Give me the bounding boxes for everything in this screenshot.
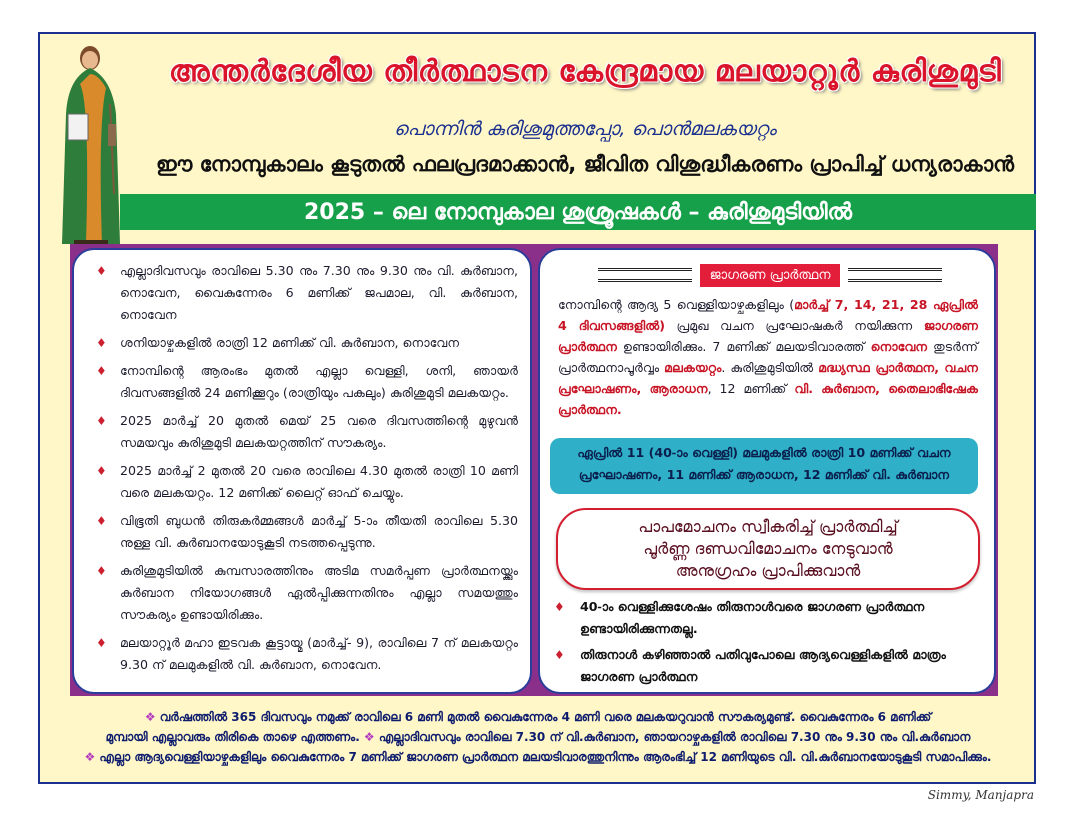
text-span: ഉണ്ടായിരിക്കും. 7 മണിക്ക് മലയടിവാരത്ത് (616, 339, 871, 354)
diamond-icon: ❖ (359, 730, 379, 744)
list-item: ♦ 40-ാം വെള്ളിക്കുശേഷം തിരുനാൾവരെ ജാഗരണ പ്രാർത്ഥന ഉണ്ടായിരിക്കുന്നതല്ല. (550, 596, 976, 640)
highlight-text: മലകയറ്റം (664, 360, 722, 375)
highlight-text: നൊവേന (870, 339, 928, 354)
vigil-heading (590, 260, 950, 290)
list-item: ♦ തിരുനാൾ കഴിഞ്ഞാൽ പതിവുപോലെ ആദ്യവെള്ളികളിൽ മാത്രം ജാഗരണ പ്രാർത്ഥന (550, 644, 976, 688)
highlight-text: മദ്ധ്യസ്ഥ പ്രാർത്ഥന, വചന പ്രഘോഷണം, ആരാധന (558, 360, 978, 396)
vigil-label: ജാഗരണ പ്രാർത്ഥന (700, 264, 841, 287)
april-notice (550, 438, 978, 494)
footer-text: വർഷത്തിൽ 365 ദിവസവും നമുക്ക് രാവിലെ 6 മണി മുതൽ വൈകുന്നേരം 4 മണി വരെ മലകയറുവാൻ സൗകര്യമുണ്ട്. വൈകുന്നേരം 6 മണിക്ക് (159, 710, 932, 724)
list-item: ♦ കുരിശുമുടിയിൽ കുമ്പസാരത്തിനും അടിമ സമർപ്പണ പ്രാർത്ഥനയ്ക്കും കുർബാന നിയോഗങ്ങൾ ഏൽപ്പിക്കുന്നതിനും എല്ലാ സമയത്തും സൗകര്യം ഉണ്ടായിരിക്കും. (94, 560, 518, 626)
season-banner: 2025 – ലെ നോമ്പുകാല ശുശ്രൂഷകൾ – കുരിശുമുടിയിൽ (120, 194, 1036, 230)
oval-line: പൂർണ്ണ ദണ്ഡവിമോചനം നേടുവാൻ (643, 539, 893, 558)
page-title: അന്തർദേശീയ തീർത്ഥാടന കേന്ദ്രമായ മലയാറ്റൂർ കുരിശുമുടി (168, 54, 1002, 89)
footer-line-3 (40, 750, 1036, 765)
text-span: നോമ്പിന്റെ ആദ്യ 5 വെള്ളിയാഴ്ചകളിലും ( (558, 297, 795, 312)
page-subtitle: പൊന്നിൻ കുരിശുമുത്തപ്പോ, പൊൻമലകയറ്റം (393, 118, 777, 140)
divider (598, 268, 692, 282)
highlight-text: ജാഗരണ പ്രാർത്ഥന (558, 318, 978, 354)
list-item: ♦ എല്ലാദിവസവും രാവിലെ 5.30 നും 7.30 നും 9.30 നും വി. കുർബാന, നൊവേന, വൈകുന്നേരം 6 മണിക്ക് ജപമാല, വി. കുർബാന, നൊവേന (94, 260, 518, 326)
schedule-list (94, 260, 518, 676)
list-item: ♦ നോമ്പിന്റെ ആരംഭം മുതൽ എല്ലാ വെള്ളി, ശനി, ഞായർ ദിവസങ്ങളിൽ 24 മണിക്കൂറും (രാത്രിയും പകലും) കുരിശുമുടി മലകയറ്റം. (94, 360, 518, 404)
divider (848, 268, 942, 282)
oval-line: പാപമോചനം സ്വീകരിച്ച് പ്രാർത്ഥിച്ച് (638, 517, 898, 536)
list-item: ♦ വിഭൂതി ബുധൻ തിരുകർമ്മങ്ങൾ മാർച്ച് 5-ാം തീയതി രാവിലെ 5.30 നുള്ള വി. കുർബാനയോടുകൂടി നടത്തപ്പെടുന്നു. (94, 510, 518, 554)
list-item: ♦ ശനിയാഴ്ചകളിൽ രാത്രി 12 മണിക്ക് വി. കുർബാന, നൊവേന (94, 332, 518, 354)
list-item: ♦ മലയാറ്റൂർ മഹാ ഇടവക കൂട്ടായ്മ (മാർച്ച്- 9), രാവിലെ 7 ന് മലകയറ്റം 9.30 ന് മലമുകളിൽ വി. കുർബാന, നൊവേന. (94, 632, 518, 676)
highlight-dates: മാർച്ച് 7, 14, 21, 28 ഏപ്രിൽ 4 ദിവസങ്ങളിൽ) (558, 297, 979, 333)
footer-line-2 (40, 730, 1036, 745)
artist-credit: Simmy, Manjapra (927, 788, 1034, 802)
text-span: തുടർന്ന് പ്രാർത്ഥനാപൂർവ്വം (558, 339, 979, 375)
list-item: ♦ 2025 മാർച്ച് 20 മുതൽ മെയ് 25 വരെ ദിവസത്തിന്റെ മുഴുവൻ സമയവും കുരിശുമുടി മലകയറ്റത്തിന് സൗകര്യം. (94, 410, 518, 454)
vigil-panel (538, 248, 996, 694)
notice-line: പ്രഘോഷണം, 11 മണിക്ക് ആരാധന, 12 മണിക്ക് വി. കുർബാന (578, 467, 950, 482)
text-span: . കുരിശുമുടിയിൽ (721, 360, 819, 375)
vigil-description (558, 294, 978, 420)
text-span: പ്രമുഖ വചന പ്രഘോഷകർ നയിക്കുന്ന (665, 318, 924, 333)
indulgence-oval (556, 508, 980, 590)
oval-line: അനുഗ്രഹം പ്രാപിക്കുവാൻ (675, 561, 861, 580)
schedule-panel (72, 248, 532, 694)
saint-figure-icon (50, 44, 130, 248)
footer-text: എല്ലാദിവസവും രാവിലെ 7.30 ന് വി.കുർബാന, ഞായറാഴ്ചകളിൽ രാവിലെ 7.30 നും 9.30 നും വി.കുർബാന (378, 730, 971, 744)
diamond-icon: ❖ (144, 710, 160, 724)
footer-text: എല്ലാ ആദ്യവെള്ളിയാഴ്ചകളിലും വൈകുന്നേരം 7 മണിക്ക് ജാഗരണ പ്രാർത്ഥന മലയടിവാരത്തുനിന്നും ആരംഭിച്ച് 12 മണിയുടെ വി. വി.കുർബാനയോടുകൂടി സമാപിക്കും. (99, 750, 992, 764)
highlight-text: വി. കുർബാന, തൈലാഭിഷേക പ്രാർത്ഥന. (558, 381, 979, 417)
footer-line-1 (40, 710, 1036, 725)
page-tagline: ഈ നോമ്പുകാലം കൂടുതൽ ഫലപ്രദമാക്കാൻ, ജീവിത വിശുദ്ധീകരണം പ്രാപിച്ച് ധന്യരാകാൻ (155, 152, 1015, 176)
list-item: ♦ 2025 മാർച്ച് 2 മുതൽ 20 വരെ രാവിലെ 4.30 മുതൽ രാത്രി 10 മണി വരെ മലകയറ്റം. 12 മണിക്ക് ലൈറ്റ് ഓഫ് ചെയ്യും. (94, 460, 518, 504)
notice-line: ഏപ്രിൽ 11 (40-ാം വെള്ളി) മലമുകളിൽ രാത്രി 10 മണിക്ക് വചന (577, 445, 951, 460)
vigil-notes-list (550, 596, 976, 692)
footer-text: മുമ്പായി എല്ലാവരും തിരികെ താഴെ എത്തണം. (105, 730, 360, 744)
diamond-icon: ❖ (84, 750, 100, 764)
text-span: , 12 മണിക്ക് (707, 381, 795, 396)
